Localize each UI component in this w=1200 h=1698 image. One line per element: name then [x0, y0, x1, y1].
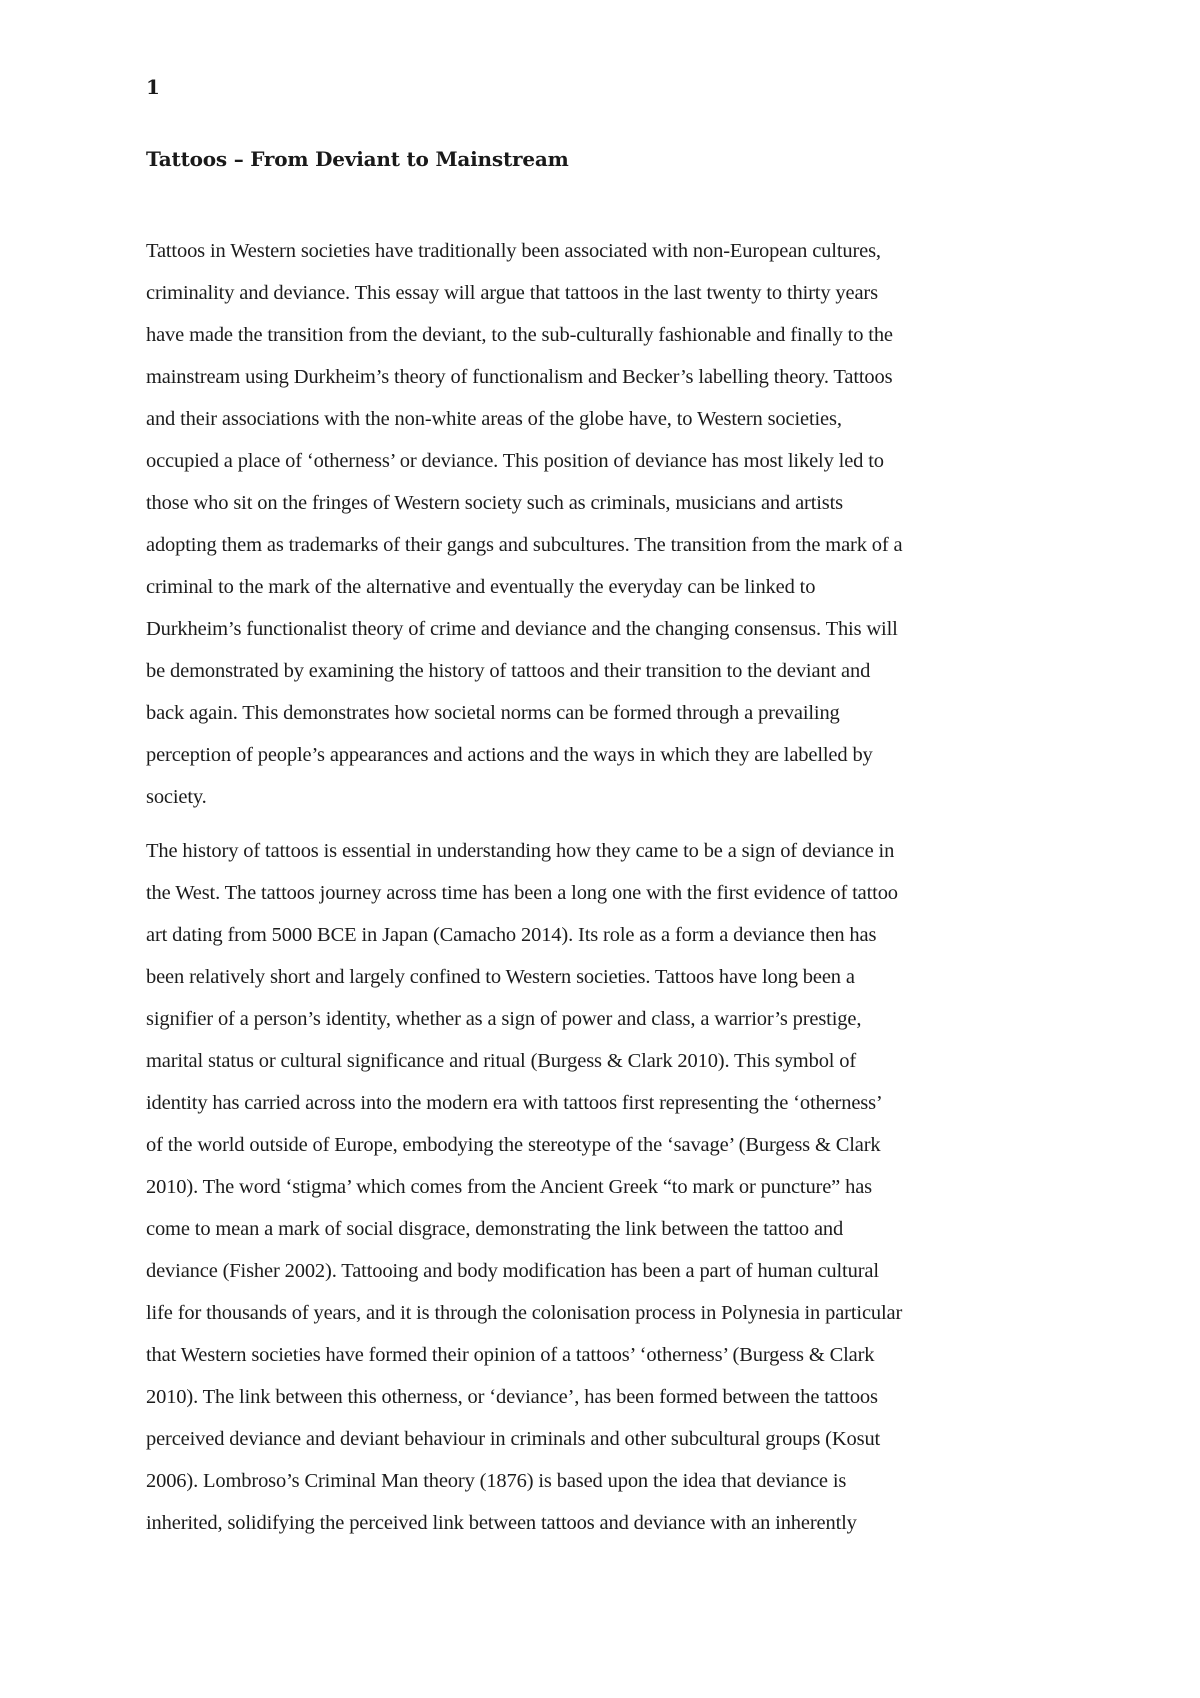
paragraph-line: been relatively short and largely confined to Western societies. Tattoos have long been a — [146, 966, 855, 988]
paragraph-line: signifier of a person’s identity, whether as a sign of power and class, a warrior’s prestige, — [146, 1008, 862, 1030]
page-number: 1 — [146, 75, 160, 99]
paragraph-line: come to mean a mark of social disgrace, demonstrating the link between the tattoo and — [146, 1218, 844, 1240]
body-paragraph — [146, 230, 1066, 818]
paragraph-line: Tattoos in Western societies have traditionally been associated with non-European cultures, — [146, 240, 881, 262]
paragraph-line: perceived deviance and deviant behaviour in criminals and other subcultural groups (Kosut — [146, 1428, 881, 1450]
paragraph-line: marital status or cultural significance and ritual (Burgess & Clark 2010). This symbol of — [146, 1050, 857, 1072]
paragraph-line: and their associations with the non-white areas of the globe have, to Western societies, — [146, 408, 842, 430]
paragraph-line: society. — [146, 786, 207, 808]
paragraph-line: 2006). Lombroso’s Criminal Man theory (1876) is based upon the idea that deviance is — [146, 1470, 847, 1492]
paragraph-line: 2010). The link between this otherness, or ‘deviance’, has been formed between the tattoos — [146, 1386, 878, 1408]
paragraph-line: of the world outside of Europe, embodying the stereotype of the ‘savage’ (Burgess & Clark — [146, 1134, 881, 1156]
paragraph-line: deviance (Fisher 2002). Tattooing and body modification has been a part of human cultural — [146, 1260, 879, 1282]
paragraph-line: 2010). The word ‘stigma’ which comes from the Ancient Greek “to mark or puncture” has — [146, 1176, 872, 1198]
paragraph-line: mainstream using Durkheim’s theory of functionalism and Becker’s labelling theory. Tattoos — [146, 366, 893, 388]
paragraph-line: art dating from 5000 BCE in Japan (Camacho 2014). Its role as a form a deviance then has — [146, 924, 877, 946]
paragraph-line: the West. The tattoos journey across time has been a long one with the first evidence of tattoo — [146, 882, 898, 904]
paragraph-line: perception of people’s appearances and actions and the ways in which they are labelled by — [146, 744, 873, 766]
paragraph-line: adopting them as trademarks of their gangs and subcultures. The transition from the mark of a — [146, 534, 903, 556]
paragraph-line: criminal to the mark of the alternative and eventually the everyday can be linked to — [146, 576, 816, 598]
paragraph-line: have made the transition from the deviant, to the sub-culturally fashionable and finally to the — [146, 324, 893, 346]
body-paragraph — [146, 830, 1066, 1544]
paragraph-line: identity has carried across into the modern era with tattoos first representing the ‘otherness’ — [146, 1092, 883, 1114]
paragraph-line: The history of tattoos is essential in understanding how they came to be a sign of deviance in — [146, 840, 895, 862]
paragraph-line: Durkheim’s functionalist theory of crime and deviance and the changing consensus. This will — [146, 618, 898, 640]
paragraph-line: be demonstrated by examining the history of tattoos and their transition to the deviant and — [146, 660, 871, 682]
paragraph-line: criminality and deviance. This essay will argue that tattoos in the last twenty to thirty years — [146, 282, 878, 304]
document-body — [146, 230, 1066, 1556]
paragraph-line: that Western societies have formed their opinion of a tattoos’ ‘otherness’ (Burgess & Clark — [146, 1344, 875, 1366]
paragraph-line: life for thousands of years, and it is through the colonisation process in Polynesia in particular — [146, 1302, 903, 1324]
paragraph-line: inherited, solidifying the perceived link between tattoos and deviance with an inherently — [146, 1512, 857, 1534]
document-title: Tattoos – From Deviant to Mainstream — [146, 147, 569, 171]
paragraph-line: back again. This demonstrates how societal norms can be formed through a prevailing — [146, 702, 840, 724]
paragraph-line: occupied a place of ‘otherness’ or deviance. This position of deviance has most likely led to — [146, 450, 884, 472]
paragraph-line: those who sit on the fringes of Western society such as criminals, musicians and artists — [146, 492, 844, 514]
